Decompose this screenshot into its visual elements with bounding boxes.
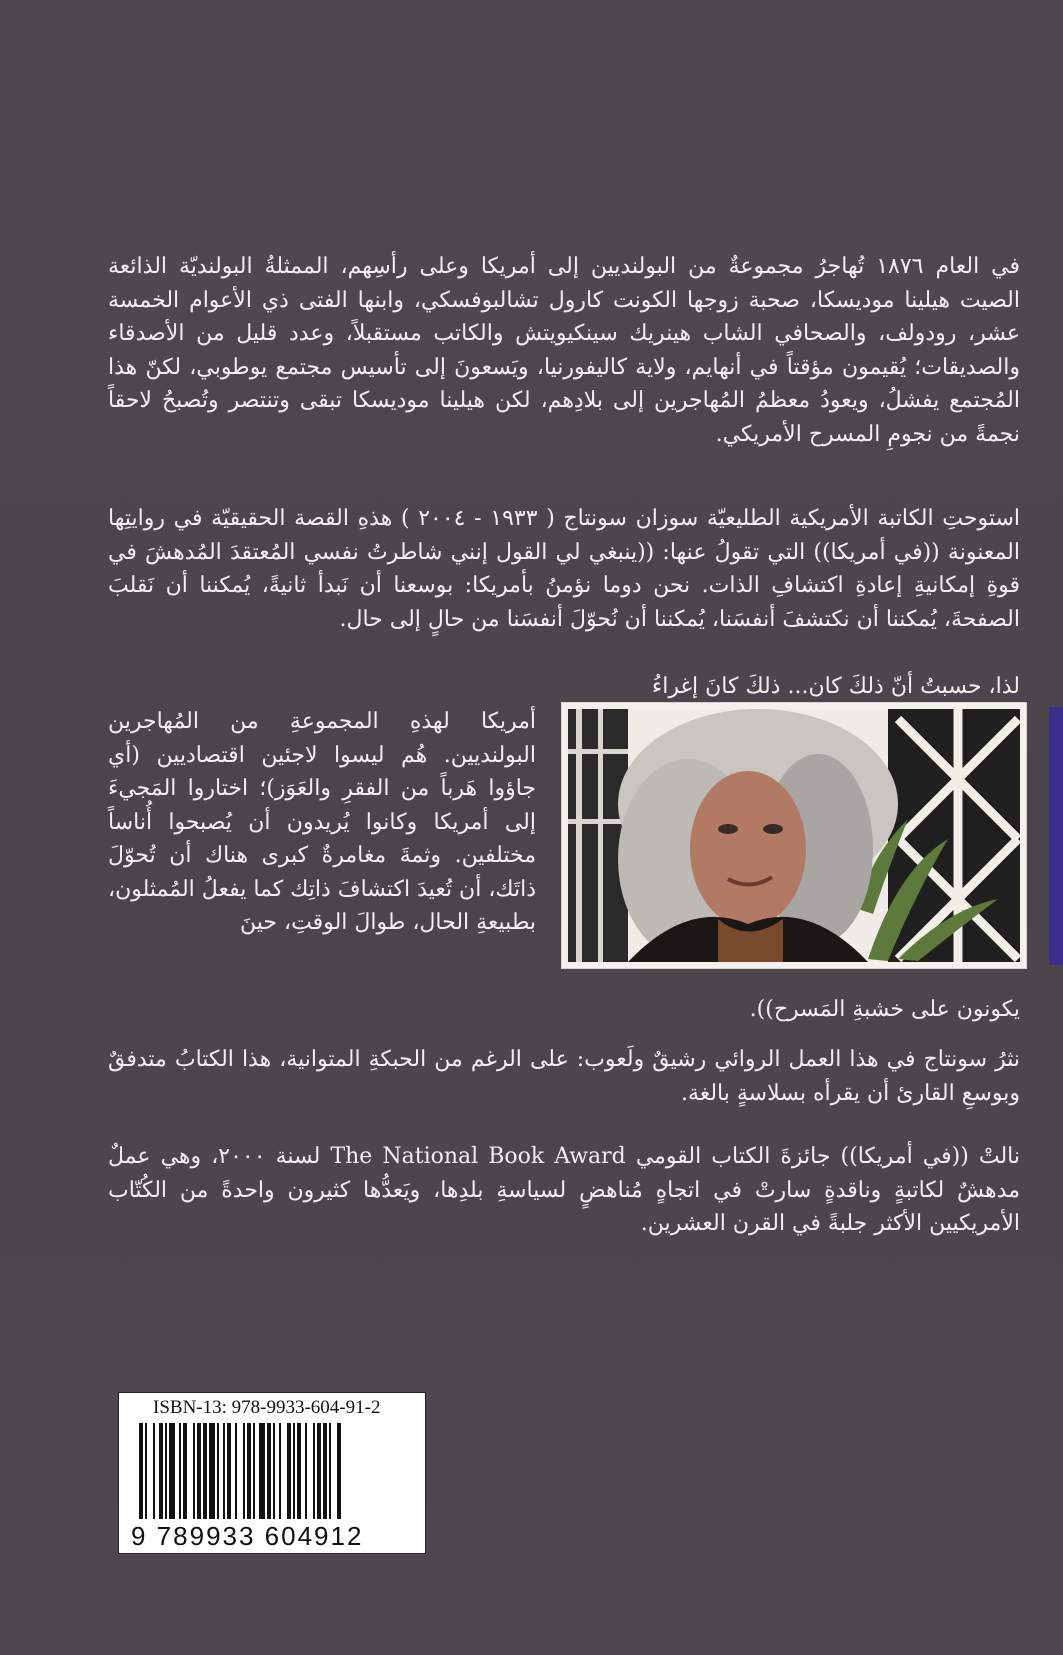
barcode-bar xyxy=(267,1423,271,1519)
barcode-bar xyxy=(313,1423,315,1519)
barcode-bar xyxy=(165,1423,167,1519)
barcode-bar xyxy=(259,1423,265,1519)
isbn-barcode xyxy=(118,1392,426,1554)
barcode-bar xyxy=(145,1423,147,1519)
quote-continuation-line: لذا، حسبتُ أنّ ذلكَ كان... ذلكَ كانَ إغراءُ xyxy=(651,674,1020,699)
barcode-bar xyxy=(247,1423,251,1519)
quote-end-line: يكونون على خشبةِ المَسرح)). xyxy=(749,997,1020,1022)
author-quote-paragraph: استوحتِ الكاتبة الأمريكية الطليعيّة سوزان سونتاج ( ١٩٣٣ - ٢٠٠٤ ) هذهِ القصة الحقيقيّة في روايتِها المعنونة ((في أمريكا)) التي تقولُ عنها: ((ينبغي لي القول إنني شاطرتُ نفسي المُعتقدَ المُدهشَ في قوةِ إمكانيةِ إعادةِ اكتشافِ الذات. نحن دوما نؤمنُ بأمريكا: بوسعنا أن نَبدأ ثانيةً، يُمكننا أن نَقلبَ الصفحةَ، يُمكننا أن نكتشفَ أنفسَنا، يُمكننا أن نُحوّلَ أنفسَنا من حالٍ إلى حال. xyxy=(108,506,1021,632)
barcode-bar xyxy=(305,1423,307,1519)
award-paragraph: نالتْ ((في أمريكا)) جائزةَ الكتاب القومي The National Book Award لسنة ٢٠٠٠، وهي عملٌ مدهشٌ لكاتبةٍ وناقدةٍ سارتْ في اتجاهٍ مُناهضٍ لسياسةِ بلدِها، ويَعدُّها كثيرون واحدةً من الكُتّاب الأمريكيين الأكثر جلبةً في القرن العشرين. xyxy=(108,1144,1020,1236)
barcode-bar xyxy=(273,1423,275,1519)
barcode-bar xyxy=(223,1423,225,1519)
barcode-bars xyxy=(139,1423,407,1527)
barcode-bar xyxy=(235,1423,237,1519)
isbn-label: ISBN-13: 978-9933-604-91-2 xyxy=(153,1397,381,1418)
barcode-bar xyxy=(317,1423,321,1519)
spine-accent-stripe xyxy=(1049,707,1063,965)
barcode-bar xyxy=(139,1423,143,1519)
barcode-bar xyxy=(227,1423,231,1519)
barcode-bar xyxy=(337,1423,341,1519)
synopsis-paragraph: في العام ١٨٧٦ تُهاجرُ مجموعةٌ من البولنديين إلى أمريكا وعلى رأسِهم، الممثلةُ البولنديّة الذائعة الصيت هيلينا موديسكا، صحبة زوجها الكونت كارول تشالبوفسكي، وابنها الفتى ذي الأعوام الخمسة عشر، رودولف، والصحافي الشاب هينريك سينكيويتش والكاتب مستقبلاً، وعدد قليل من الأصدقاء والصديقات؛ يُقيمون مؤقتاً في أنهايم، ولاية كاليفورنيا، ويَسعونَ إلى تأسيس مجتمع يوطوبي، لكنّ هذا المُجتمع يفشلُ، ويعودُ معظمُ المُهاجرين إلى بلادِهم، لكن هيلينا موديسكا تبقى وتنتصر وتُصبحُ لاحقاً نجمةً من نجومِ المسرح الأمريكي. xyxy=(108,254,1021,447)
barcode-bar xyxy=(169,1423,175,1519)
barcode-bar xyxy=(323,1423,327,1519)
quote-wrapped-text: أمريكا لهذهِ المجموعةِ من المُهاجرين البولنديين. هُم ليسوا لاجئين اقتصاديين (أي جاؤوا هَرباً من الفقرِ والعَوَز)؛ اختاروا المَجيءَ إلى أمريكا وكانوا يُريدون أن يُصبحوا أُناساً مختلفين. وثمةَ مغامرةٌ كبرى هناك أن تُحوّلَ ذاتَك، أن تُعيدَ اكتشافَ ذاتِك كما يفعلُ المُمثلون، بطبيعةِ الحال، طوالَ الوقتِ، حينَ xyxy=(108,709,536,935)
barcode-bar xyxy=(179,1423,181,1519)
barcode-bar xyxy=(279,1423,281,1519)
barcode-bar xyxy=(203,1423,207,1519)
barcode-bar xyxy=(159,1423,163,1519)
isbn-digits: 9 789933 604912 xyxy=(131,1521,364,1551)
barcode-bar xyxy=(183,1423,187,1519)
barcode-bar xyxy=(217,1423,219,1519)
barcode-bar xyxy=(297,1423,301,1519)
portrait-image xyxy=(568,709,1020,962)
barcode-bar xyxy=(209,1423,215,1519)
barcode-bar xyxy=(329,1423,331,1519)
barcode-bar xyxy=(243,1423,245,1519)
barcode-bar xyxy=(193,1423,195,1519)
barcode-bar xyxy=(293,1423,295,1519)
barcode-bar xyxy=(253,1423,255,1519)
author-portrait xyxy=(561,702,1027,969)
barcode-bar xyxy=(197,1423,201,1519)
barcode-bar xyxy=(153,1423,155,1519)
barcode-bar xyxy=(287,1423,291,1519)
style-paragraph: نثرُ سونتاج في هذا العمل الروائي رشيقٌ ولَعوب: على الرغم من الحبكةِ المتوانية، هذا الكتابُ متدفقٌ وبوسعِ القارئ أن يقرأه بسلاسةٍ بالغة. xyxy=(108,1047,1020,1106)
